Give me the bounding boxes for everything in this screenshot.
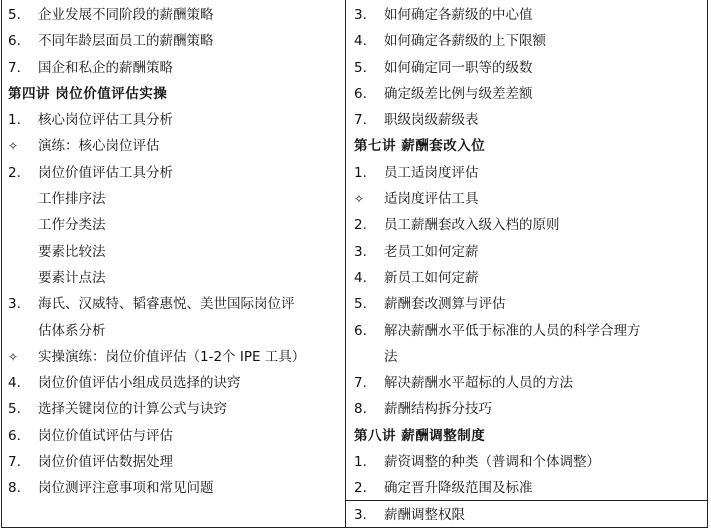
item-text: 员工薪酬套改入级入档的原则	[384, 217, 560, 234]
item-number: 3.	[354, 7, 367, 23]
item-text: 如何确定各薪级的中心值	[384, 7, 533, 23]
list-item	[0, 212, 345, 238]
list-item	[0, 344, 345, 370]
item-text: 要素计点法	[38, 269, 106, 286]
list-item	[346, 212, 708, 238]
list-item	[0, 475, 345, 501]
list-item	[346, 502, 708, 528]
section-heading-row	[346, 423, 708, 449]
list-item	[346, 291, 708, 317]
item-text: 工作排序法	[38, 191, 106, 208]
list-item	[0, 449, 345, 475]
item-text: 岗位测评注意事项和常见问题	[38, 480, 214, 497]
item-text: 岗位价值评估小组成员选择的诀窍	[38, 375, 241, 392]
list-item	[0, 239, 345, 265]
list-item	[346, 318, 708, 344]
section-heading: 第四讲 岗位价值评估实操	[8, 85, 168, 102]
item-text: 老员工如何定薪	[384, 243, 479, 260]
item-number: 3.	[354, 243, 367, 260]
item-number: 4.	[8, 375, 21, 392]
item-number: 6.	[8, 33, 21, 50]
list-item	[346, 344, 708, 370]
item-text: 薪资调整的种类（普调和个体调整）	[384, 454, 600, 471]
list-item	[346, 186, 708, 212]
item-number: 5.	[8, 7, 21, 23]
item-text: 要素比较法	[38, 243, 106, 260]
list-item	[0, 28, 345, 54]
item-number: 8.	[8, 480, 21, 497]
item-text: 海氏、汉威特、韬睿惠悦、美世国际岗位评	[38, 296, 295, 313]
item-text: 确定晋升降级范围及标准	[384, 480, 533, 497]
section-heading-row	[0, 81, 345, 107]
item-text: 薪酬套改测算与评估	[384, 296, 506, 313]
item-text: 岗位价值试评估与评估	[38, 427, 173, 444]
diamond-bullet-icon: ✧	[8, 349, 19, 364]
item-number: 1.	[354, 454, 367, 471]
item-text: 解决薪酬水平超标的人员的方法	[384, 375, 573, 392]
item-text: 估体系分析	[38, 322, 106, 339]
item-number: 8.	[354, 401, 367, 418]
item-number: 5.	[8, 401, 21, 418]
item-number: 2.	[354, 217, 367, 234]
item-number: 7.	[354, 375, 367, 392]
list-item	[346, 396, 708, 422]
item-number: 5.	[354, 296, 367, 313]
item-text: 实操演练：岗位价值评估（1-2个 IPE 工具）	[38, 348, 306, 365]
item-text: 如何确定同一职等的级数	[384, 59, 533, 76]
list-item	[0, 370, 345, 396]
diamond-bullet-icon: ✧	[8, 139, 19, 154]
item-number: 7.	[8, 454, 21, 471]
list-item	[0, 133, 345, 159]
item-number: 6.	[354, 85, 367, 102]
item-text: 确定级差比例与级差差额	[384, 85, 533, 102]
list-item	[0, 186, 345, 212]
list-item	[0, 318, 345, 344]
list-item	[0, 265, 345, 291]
list-item	[0, 160, 345, 186]
item-text: 适岗度评估工具	[384, 191, 479, 208]
item-text: 不同年龄层面员工的薪酬策略	[38, 33, 214, 50]
item-number: 6.	[354, 322, 367, 339]
list-item	[346, 55, 708, 81]
list-item	[346, 239, 708, 265]
list-item	[346, 475, 708, 501]
item-number: 3.	[8, 296, 21, 313]
item-text: 企业发展不同阶段的薪酬策略	[38, 7, 214, 23]
right-column	[346, 2, 708, 528]
list-item	[0, 291, 345, 317]
item-text: 岗位价值评估工具分析	[38, 164, 173, 181]
item-text: 演练：核心岗位评估	[38, 138, 160, 155]
item-number: 3.	[354, 506, 367, 523]
list-item	[0, 423, 345, 449]
list-item	[346, 2, 708, 28]
item-number: 2.	[8, 164, 21, 181]
item-number: 2.	[354, 480, 367, 497]
section-heading: 第八讲 薪酬调整制度	[354, 427, 486, 444]
item-number: 4.	[354, 33, 367, 50]
item-text: 员工适岗度评估	[384, 164, 479, 181]
list-item	[346, 370, 708, 396]
list-item	[346, 28, 708, 54]
item-text: 解决薪酬水平低于标准的人员的科学合理方	[384, 322, 641, 339]
item-text: 核心岗位评估工具分析	[38, 112, 173, 129]
list-item	[346, 265, 708, 291]
item-text: 薪酬调整权限	[384, 506, 465, 523]
list-item	[346, 81, 708, 107]
list-item	[0, 55, 345, 81]
item-number: 7.	[354, 112, 367, 129]
section-heading-row	[346, 133, 708, 159]
item-text: 选择关键岗位的计算公式与诀窍	[38, 401, 227, 418]
list-item	[346, 107, 708, 133]
item-text: 新员工如何定薪	[384, 269, 479, 286]
item-number: 6.	[8, 427, 21, 444]
item-text: 薪酬结构拆分技巧	[384, 401, 492, 418]
item-number: 7.	[8, 59, 21, 76]
item-text: 工作分类法	[38, 217, 106, 234]
item-number: 1.	[354, 164, 367, 181]
item-text: 职级岗级薪级表	[384, 112, 479, 129]
list-item	[346, 160, 708, 186]
section-heading: 第七讲 薪酬套改入位	[354, 138, 486, 155]
diamond-bullet-icon: ✧	[354, 192, 365, 207]
item-number: 4.	[354, 269, 367, 286]
item-text: 岗位价值评估数据处理	[38, 454, 173, 471]
item-number: 5.	[354, 59, 367, 76]
item-text: 如何确定各薪级的上下限额	[384, 33, 546, 50]
list-item	[0, 2, 345, 28]
list-item	[0, 107, 345, 133]
item-number: 1.	[8, 112, 21, 129]
item-text: 国企和私企的薪酬策略	[38, 59, 173, 76]
list-item	[346, 449, 708, 475]
left-column	[0, 2, 345, 502]
item-text: 法	[384, 348, 398, 365]
list-item	[0, 396, 345, 422]
